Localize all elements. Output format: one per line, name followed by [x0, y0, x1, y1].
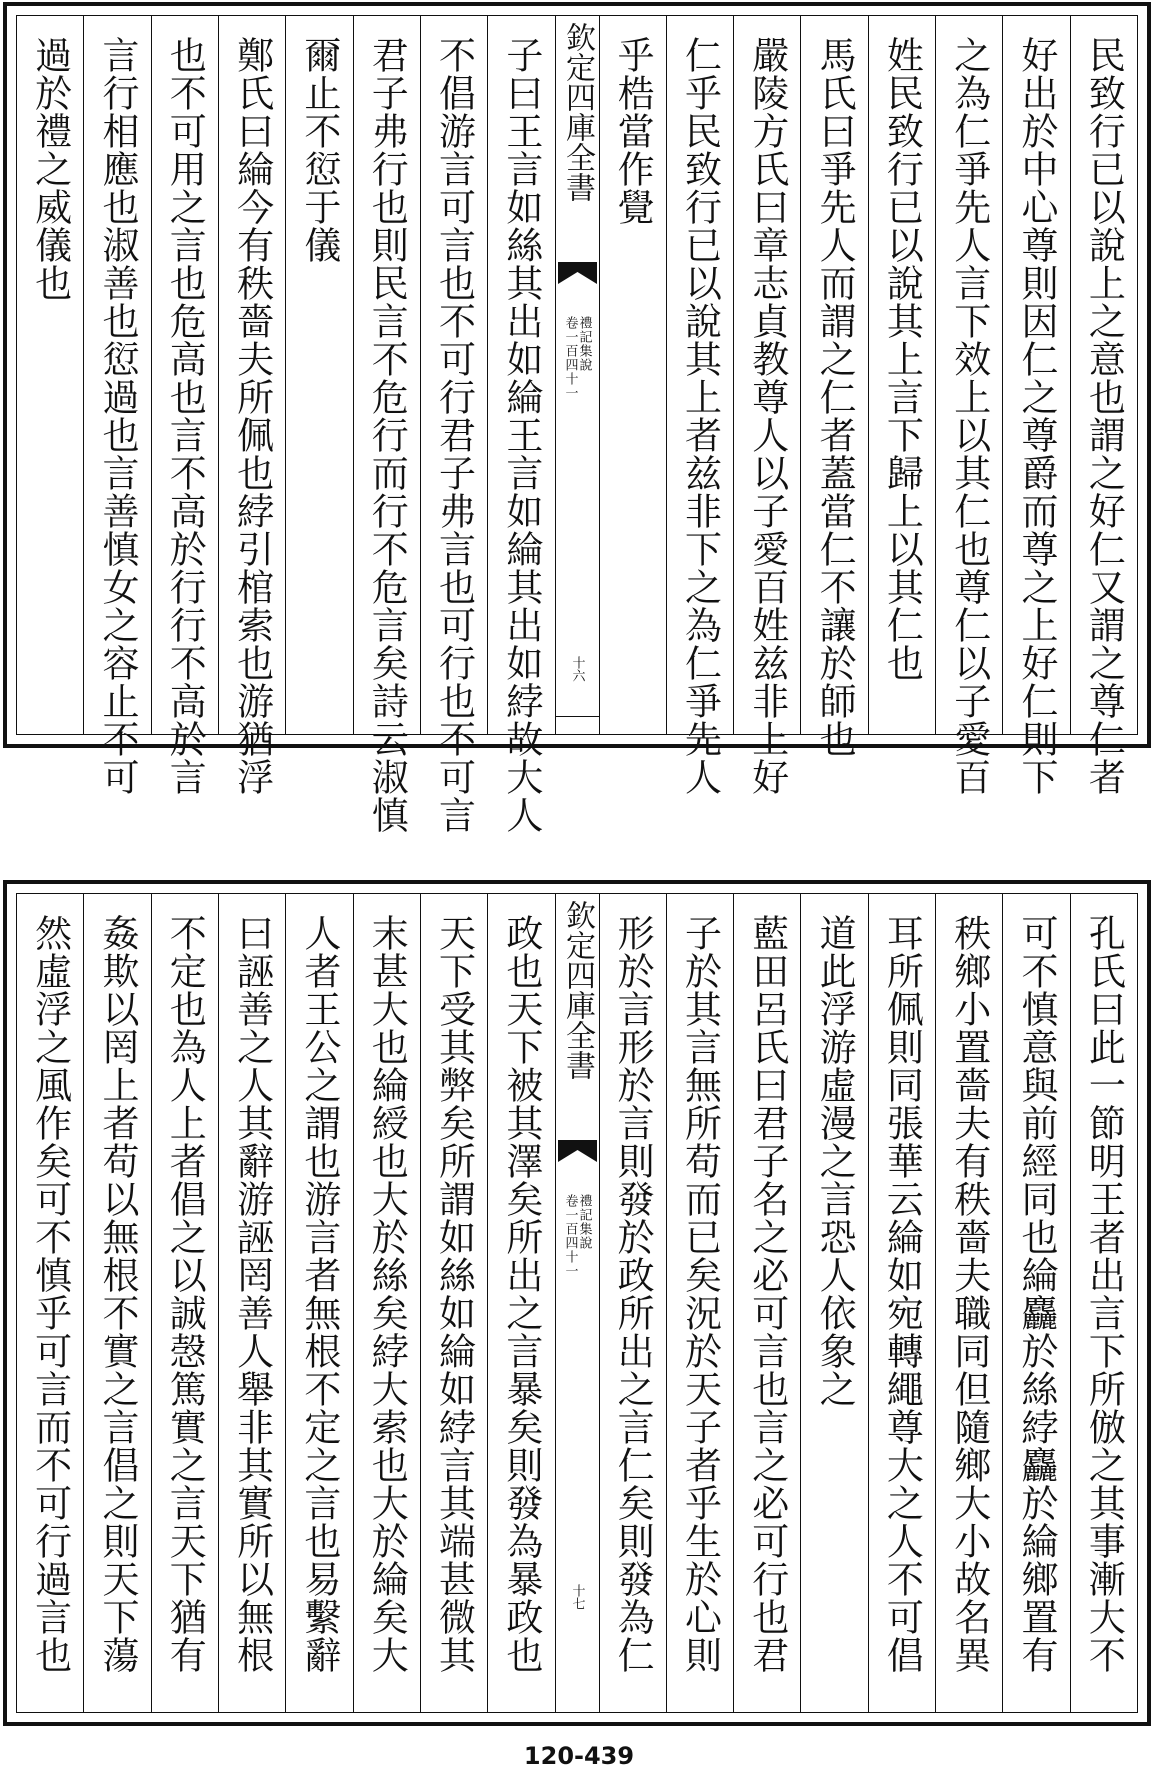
text-column: 乎梏當作覺 [600, 16, 667, 734]
text-column: 爾止不愆于儀 [286, 16, 353, 734]
bottom-page [0, 878, 1158, 1678]
page-number-footer: 120-439 [523, 1742, 635, 1770]
text-column: 道此浮游虛漫之言恐人依象之 [801, 894, 868, 1712]
folio-number: 十六 [569, 656, 585, 682]
text-column: 孔氏曰此一節明王者出言下所倣之其事漸大不 [1082, 914, 1126, 1674]
fold-divider [556, 716, 599, 717]
top-page-columns [17, 16, 1137, 834]
text-column: 仁乎民致行已以說其上者兹非下之為仁爭先人 [667, 16, 734, 734]
chapter-label: 禮記集說 卷一百四十一 [562, 316, 592, 400]
text-column: 子於其言無所苟而已矣況於天子者乎生於心則 [667, 894, 734, 1712]
text-column: 馬氏曰爭先人而謂之仁者蓋當仁不讓於師也 [801, 16, 868, 734]
text-column: 嚴陵方氏曰章志貞教尊人以子愛百姓兹非上好 [734, 16, 801, 734]
bottom-page-inner-border [16, 893, 1138, 1713]
text-column: 曰誣善之人其辭游誣罔善人舉非其實所以無根 [219, 894, 286, 1712]
text-column: 耳所佩則同張華云綸如宛轉繩尊大之人不可倡 [869, 894, 936, 1712]
text-column: 姦欺以罔上者苟以無根不實之言倡之則天下蕩 [84, 894, 151, 1712]
text-column: 子曰王言如絲其出如綸王言如綸其出如綍故大人 [488, 16, 555, 734]
center-fold-column [556, 16, 600, 734]
text-column: 可不慎意與前經同也綸麤於絲綍麤於綸鄉置有 [1003, 894, 1070, 1712]
text-column: 人者王公之謂也游言者無根不定之言也易繫辭 [286, 894, 353, 1712]
text-column: 過於禮之威儀也 [17, 16, 84, 734]
text-column: 不倡游言可言也不可行君子弗言也可行也不可言 [421, 16, 488, 734]
top-page-inner-border [16, 15, 1138, 834]
text-column: 也不可用之言也危高也言不高於行行不高於言 [152, 16, 219, 734]
folio-number: 十七 [569, 1584, 585, 1610]
bottom-page-frame [3, 880, 1151, 1726]
text-column: 鄭氏曰綸今有秩嗇夫所佩也綍引棺索也游猶浮 [219, 16, 286, 734]
text-column: 之為仁爭先人言下效上以其仁也尊仁以子愛百 [936, 16, 1003, 734]
bottom-page-columns [17, 894, 1137, 1712]
text-column: 然虛浮之風作矣可不慎乎可言而不可行過言也 [17, 894, 84, 1712]
text-column: 好出於中心尊則因仁之尊爵而尊之上好仁則下 [1003, 16, 1070, 734]
center-fold-column [556, 894, 600, 1712]
text-column: 藍田呂氏曰君子名之必可言也言之必可行也君 [734, 894, 801, 1712]
text-column: 末甚大也綸綬也大於絲矣綍大索也大於綸矣大 [354, 894, 421, 1712]
text-column: 姓民致行已以說其上言下歸上以其仁也 [869, 16, 936, 734]
fish-tail-mark-icon [558, 262, 597, 286]
chapter-label: 禮記集說 卷一百四十一 [562, 1194, 592, 1278]
top-page-frame [3, 2, 1151, 834]
book-title: 欽定四庫全書 [560, 22, 595, 202]
text-column: 形於言形於言則發於政所出之言仁矣則發為仁 [600, 894, 667, 1712]
text-column: 言行相應也淑善也愆過也言善慎女之容止不可 [84, 16, 151, 734]
top-page [0, 0, 1158, 834]
text-column: 政也天下被其澤矣所出之言暴矣則發為暴政也 [488, 894, 555, 1712]
text-column: 不定也為人上者倡之以誠愨篤實之言天下猶有 [152, 894, 219, 1712]
text-column: 民致行已以說上之意也謂之好仁又謂之尊仁者 [1082, 36, 1126, 796]
fish-tail-mark-icon [558, 1140, 597, 1164]
text-column: 秩鄉小置嗇夫有秩嗇夫職同但隨鄉大小故名異 [936, 894, 1003, 1712]
book-title: 欽定四庫全書 [560, 900, 595, 1080]
text-column: 君子弗行也則民言不危行而行不危言矣詩云淑慎 [354, 16, 421, 734]
text-column: 天下受其弊矣所謂如絲如綸如綍言其端甚微其 [421, 894, 488, 1712]
